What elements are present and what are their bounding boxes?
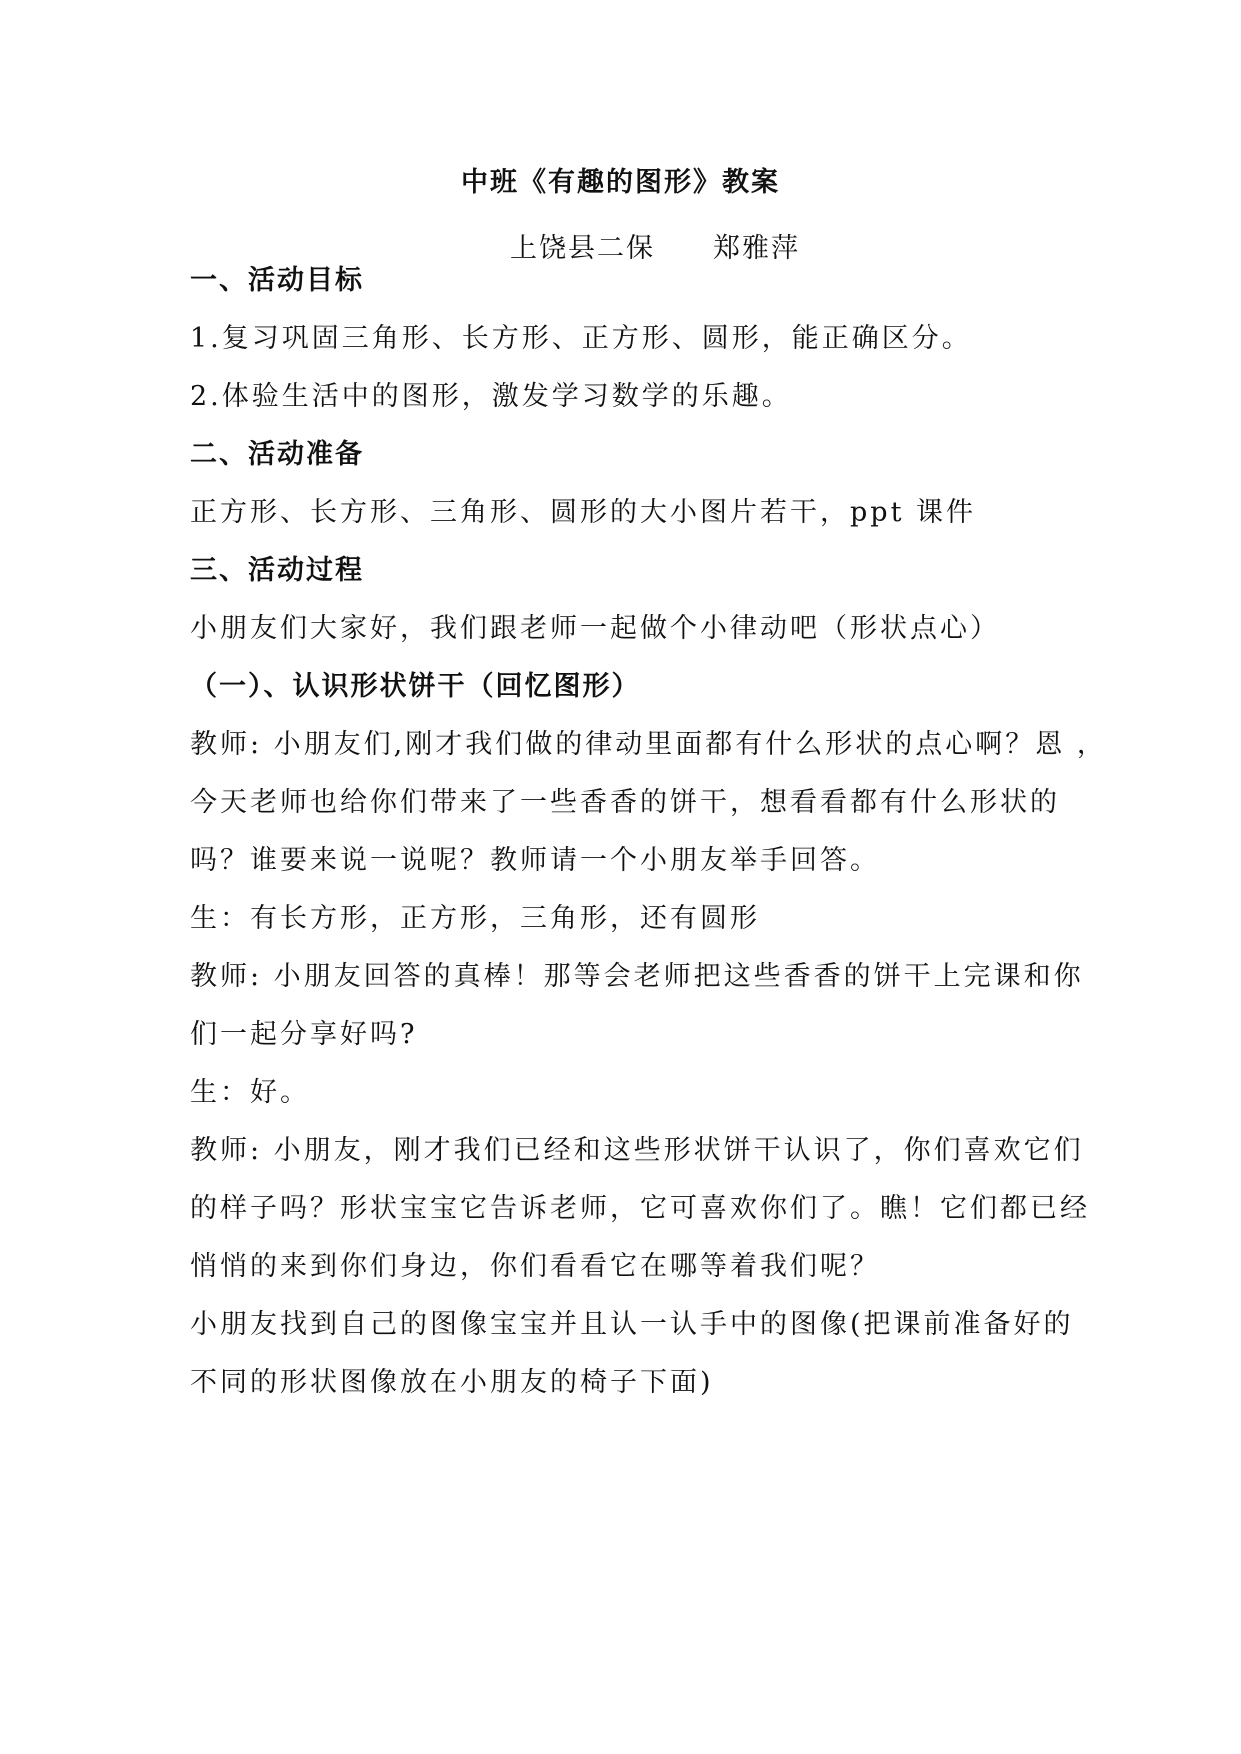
process-intro: 小朋友们大家好，我们跟老师一起做个小律动吧（形状点心） — [190, 613, 1000, 644]
paragraph-line: 不同的形状图像放在小朋友的椅子下面) — [190, 1367, 714, 1398]
paragraph-line: 小朋友找到自己的图像宝宝并且认一认手中的图像(把课前准备好的 — [190, 1309, 1074, 1340]
section-heading-process: 三、活动过程 — [190, 555, 364, 586]
author-name: 郑雅萍 — [713, 233, 800, 264]
paragraph-line: 们一起分享好吗? — [190, 1019, 418, 1050]
paragraph-line: 吗？谁要来说一说呢？教师请一个小朋友举手回答。 — [190, 845, 880, 876]
paragraph-line: 教师: 小朋友们,刚才我们做的律动里面都有什么形状的点心啊？恩 ， — [190, 729, 1107, 760]
paragraph-line: 教师: 小朋友，刚才我们已经和这些形状饼干认识了，你们喜欢它们 — [190, 1135, 1084, 1166]
goal-item-1: 1.复习巩固三角形、长方形、正方形、圆形，能正确区分。 — [190, 323, 972, 354]
author-school: 上饶县二保 — [510, 233, 655, 264]
section-heading-goals: 一、活动目标 — [190, 265, 364, 296]
author-line — [510, 226, 800, 265]
paragraph-line: 的样子吗？形状宝宝它告诉老师，它可喜欢你们了。瞧！它们都已经 — [190, 1193, 1090, 1224]
process-subheading: （一）、认识形状饼干（回忆图形） — [190, 671, 641, 702]
preparation-text: 正方形、长方形、三角形、圆形的大小图片若干，ppt 课件 — [190, 497, 976, 528]
paragraph-line: 教师: 小朋友回答的真棒！那等会老师把这些香香的饼干上完课和你 — [190, 961, 1084, 992]
goal-item-2: 2.体验生活中的图形，激发学习数学的乐趣。 — [190, 381, 792, 412]
section-heading-preparation: 二、活动准备 — [190, 439, 364, 470]
paragraph-line: 今天老师也给你们带来了一些香香的饼干，想看看都有什么形状的 — [190, 787, 1060, 818]
paragraph-line: 生：有长方形，正方形，三角形，还有圆形 — [190, 903, 760, 934]
paragraph-line: 生：好。 — [190, 1077, 310, 1108]
paragraph-line: 悄悄的来到你们身边，你们看看它在哪等着我们呢？ — [190, 1251, 880, 1282]
document-title: 中班《有趣的图形》教案 — [461, 167, 780, 198]
